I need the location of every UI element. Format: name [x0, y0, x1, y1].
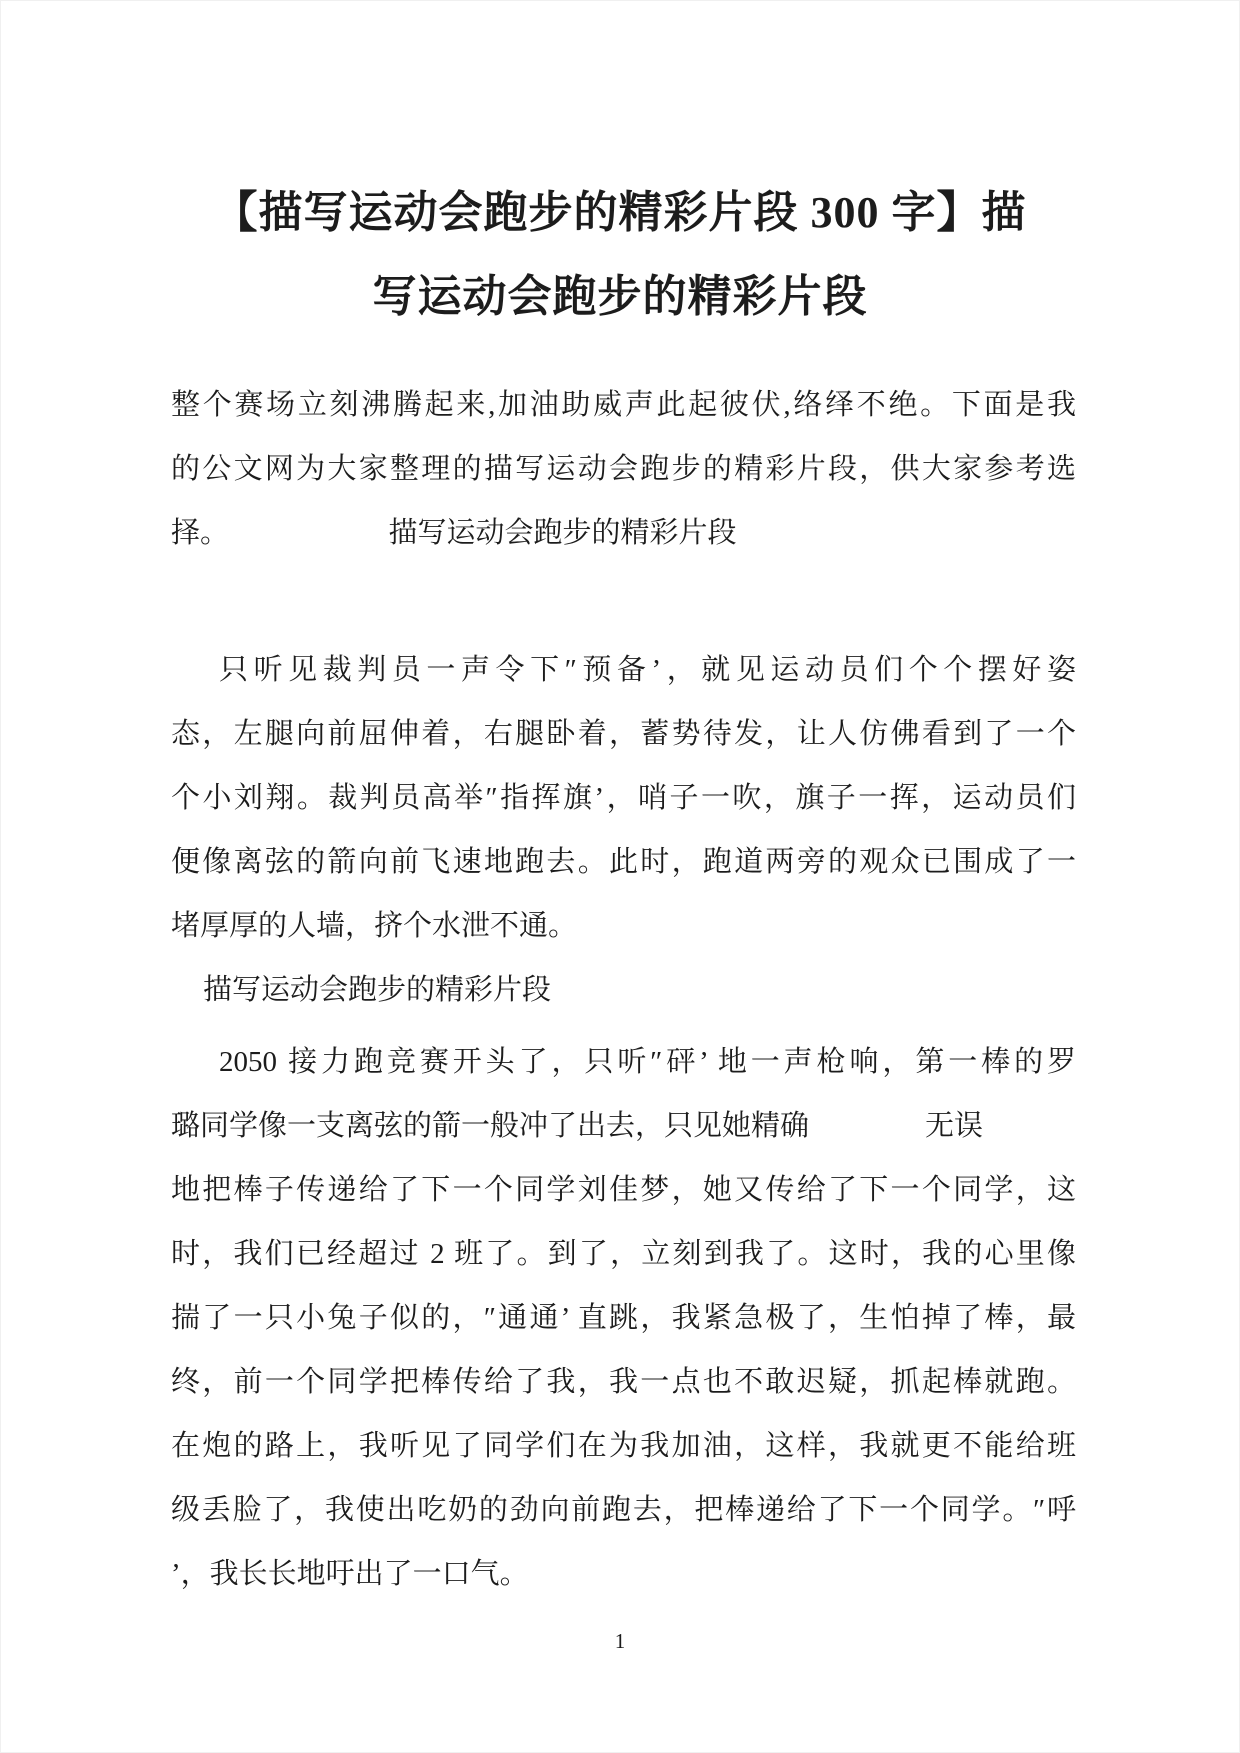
- text-line: 堵厚厚的人墙，挤个水泄不通。: [171, 910, 578, 942]
- text-line: 终，前一个同学把棒传给了我，我一点也不敢迟疑，抓起棒就跑。: [171, 1366, 1076, 1398]
- text-line: 的公文网为大家整理的描写运动会跑步的精彩片段，供大家参考选: [171, 453, 1076, 485]
- text-line: 璐同学像一支离弦的箭一般冲了出去，只见她精确 无误: [171, 1110, 984, 1142]
- title-line-2: 写运动会跑步的精彩片段: [372, 272, 868, 321]
- text-line: 只听见裁判员一声令下″预备’，就见运动员们个个摆好姿: [219, 654, 1076, 686]
- title-line-1: 【描写运动会跑步的精彩片段 300 字】描: [213, 188, 1027, 237]
- document-body: [171, 373, 1076, 1606]
- text-line: 级丢脸了，我使出吃奶的劲向前跑去，把棒递给了下一个同学。″呼: [171, 1494, 1076, 1526]
- text-line: 择。 描写运动会跑步的精彩片段: [171, 517, 737, 549]
- text-line: 揣了一只小兔子似的，″通通’ 直跳，我紧急极了，生怕掉了棒，最: [171, 1302, 1076, 1334]
- text-line-subtitle: 描写运动会跑步的精彩片段: [203, 974, 552, 1006]
- document-title: [101, 171, 1139, 339]
- text-line: 整个赛场立刻沸腾起来,加油助威声此起彼伏,络绎不绝。下面是我: [171, 389, 1076, 421]
- text-line: 2050 接力跑竞赛开头了，只听″砰’ 地一声枪响，第一棒的罗: [219, 1046, 1076, 1078]
- text-line: 地把棒子传递给了下一个同学刘佳梦，她又传给了下一个同学，这: [171, 1174, 1076, 1206]
- text-line: ’，我长长地吁出了一口气。: [171, 1558, 529, 1590]
- text-line: 个小刘翔。裁判员高举″指挥旗’，哨子一吹，旗子一挥，运动员们: [171, 782, 1076, 814]
- text-line: 便像离弦的箭向前飞速地跑去。此时，跑道两旁的观众已围成了一: [171, 846, 1076, 878]
- text-line: 在炮的路上，我听见了同学们在为我加油，这样，我就更不能给班: [171, 1430, 1076, 1462]
- text-line: 时，我们已经超过 2 班了。到了，立刻到我了。这时，我的心里像: [171, 1238, 1076, 1270]
- text-line: 态，左腿向前屈伸着，右腿卧着，蓄势待发，让人仿佛看到了一个: [171, 718, 1076, 750]
- page-number: 1: [614, 1629, 626, 1653]
